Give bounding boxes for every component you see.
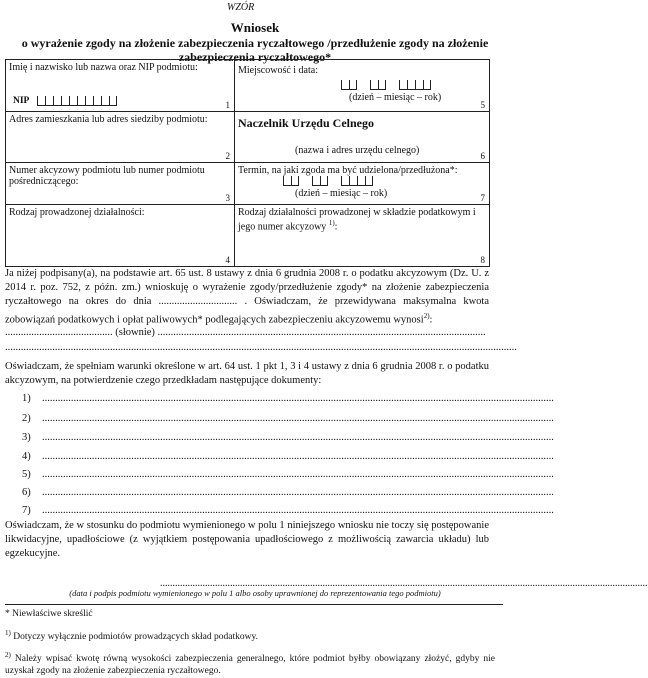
footnote-1: $^{1)}$ Dotyczy wyłącznie podmiotów prowadzących skład podatkowy. (5, 629, 258, 643)
footnote-divider (5, 604, 503, 605)
field-1-label: Imię i nazwisko lub nazwa oraz NIP podmiotu: (9, 62, 198, 73)
field-8-label: Rodzaj działalności prowadzonej w składzie podatkowym i jego numer akcyzowy (238, 207, 476, 233)
field-5-label: Miejscowość i data: (238, 65, 318, 76)
form-title: Wniosek (230, 20, 280, 35)
field-5-place-date[interactable] (235, 60, 490, 112)
footnote-ref-2: 2) (423, 312, 430, 320)
field-number: 4 (225, 255, 230, 265)
field-2-label: Adres zamieszkania lub adres siedziby podmiotu: (9, 114, 208, 125)
nip-boxes[interactable] (37, 96, 117, 106)
template-mark: WZÓR (227, 2, 255, 13)
footnote-star: * Niewłaściwe skreślić (5, 609, 93, 619)
field-8-warehouse-activity[interactable]: Rodzaj działalności prowadzonej w składzie podatkowym i jego numer akcyzowy $^{1)}$: 8 (235, 205, 490, 267)
document-item[interactable]: 7) ................................................................................................................................................................................................... (22, 505, 554, 516)
amount-in-words-line[interactable]: ......................................... (słownie) ............................................................................................................................. (5, 327, 486, 338)
nip-label: NIP (13, 96, 29, 106)
term-year-boxes[interactable] (341, 176, 373, 186)
footnote-2: $^{2)}$ Należy wpisać kwotę równą wysokości zabezpieczenia generalnego, które podmiot byłby obowiązany złożyć, gdyby nie uzyskał zgody na złożenie zabezpieczenia ryczałtowego. (5, 651, 496, 677)
signature-caption: (data i podpis podmiotu wymienionego w polu 1 albo osoby uprawnionej do reprezentowania tego podmiotu) (69, 588, 441, 598)
field-3-excise-number[interactable] (6, 163, 235, 205)
term-day-boxes[interactable] (283, 176, 299, 186)
document-item[interactable]: 5) ................................................................................................................................................................................................... (22, 469, 554, 480)
field-number: 1 (225, 100, 230, 110)
footnote-ref-1: 1) (328, 219, 335, 227)
document-item[interactable]: 2) ................................................................................................................................................................................................... (22, 413, 554, 424)
request-paragraph: Ja niżej podpisany(a), na podstawie art. 65 ust. 8 ustawy z dnia 6 grudnia 2008 r. o podatku akcyzowym (Dz. U. z 2014 r. poz. 752, z późn. zm.) wnioskuję o wyrażenie zgody/przedłużenie zgody* na złożenie zabezpieczenia ryczałtowego na okres do dnia .............................. . Oświadczam, że przewidywana maksymalna kwota zobowiązań podatkowych i opłat paliwowych* podlegających zabezpieczeniu akcyzowemu wynosi$^{2)}$: (5, 268, 489, 326)
field-number: 5 (480, 100, 485, 110)
field-6-value: Naczelnik Urzędu Celnego (238, 116, 374, 130)
document-item[interactable]: 3) ................................................................................................................................................................................................... (22, 432, 554, 443)
field-6-customs-office[interactable] (235, 112, 490, 163)
document-item[interactable]: 6) ................................................................................................................................................................................................... (22, 487, 554, 498)
field-number: 2 (225, 151, 230, 161)
field-7-label: Termin, na jaki zgoda ma być udzielona/przedłużona*: (238, 165, 458, 176)
document-item-line[interactable]: ................................................................................................................................................................................................... (42, 469, 554, 480)
document-item-line[interactable]: ................................................................................................................................................................................................... (42, 451, 554, 462)
date-year-boxes[interactable] (399, 80, 431, 90)
field-number: 3 (225, 193, 230, 203)
field-4-label: Rodzaj prowadzonej działalności: (9, 207, 145, 218)
document-item[interactable]: 1) ................................................................................................................................................................................................... (22, 393, 554, 404)
document-item-line[interactable]: ................................................................................................................................................................................................... (42, 432, 554, 443)
document-item-line[interactable]: ................................................................................................................................................................................................... (42, 393, 554, 404)
field-5-hint: (dzień – miesiąc – rok) (349, 92, 442, 103)
field-6-hint: (nazwa i adres urzędu celnego) (295, 145, 420, 156)
field-1-name-nip[interactable] (6, 60, 235, 112)
term-month-boxes[interactable] (312, 176, 328, 186)
declaration-paragraph: Oświadczam, że w stosunku do podmiotu wymienionego w polu 1 niniejszego wniosku nie toczy się postępowanie likwidacyjne, upadłościowe (z wyjątkiem postępowania upadłościowego z możliwością zawarcia układu) lub egzekucyjne. (5, 520, 489, 559)
signature-line[interactable]: ................................................................................................................................................................................................... (160, 578, 648, 589)
form-fields-table (5, 59, 490, 267)
field-number: 8 (480, 255, 485, 265)
field-number: 6 (480, 151, 485, 161)
date-day-boxes[interactable] (341, 80, 357, 90)
field-number: 7 (480, 193, 485, 203)
document-item[interactable]: 4) ................................................................................................................................................................................................... (22, 451, 554, 462)
date-month-boxes[interactable] (370, 80, 386, 90)
amount-continuation-line[interactable]: ................................................................................................................................................................................................... (5, 342, 517, 353)
field-4-activity[interactable] (6, 205, 235, 267)
field-7-hint: (dzień – miesiąc – rok) (295, 188, 388, 199)
document-item-line[interactable]: ................................................................................................................................................................................................... (42, 413, 554, 424)
form-subtitle: o wyrażenie zgody na złożenie zabezpieczenia ryczałtowego /przedłużenie zgody na złożenie zabezpieczenia ryczałtowego* (21, 36, 489, 64)
field-7-term[interactable] (235, 163, 490, 205)
conditions-paragraph: Oświadczam, że spełniam warunki określone w art. 64 ust. 1 pkt 1, 3 i 4 ustawy z dnia 6 grudnia 2008 r. o podatku akcyzowym, na potwierdzenie czego przedkładam następujące dokumenty: (5, 361, 489, 386)
field-2-address[interactable] (6, 112, 235, 163)
field-3-label: Numer akcyzowy podmiotu lub numer podmiotu pośredniczącego: (9, 165, 205, 187)
document-item-line[interactable]: ................................................................................................................................................................................................... (42, 505, 554, 516)
document-item-line[interactable]: ................................................................................................................................................................................................... (42, 487, 554, 498)
